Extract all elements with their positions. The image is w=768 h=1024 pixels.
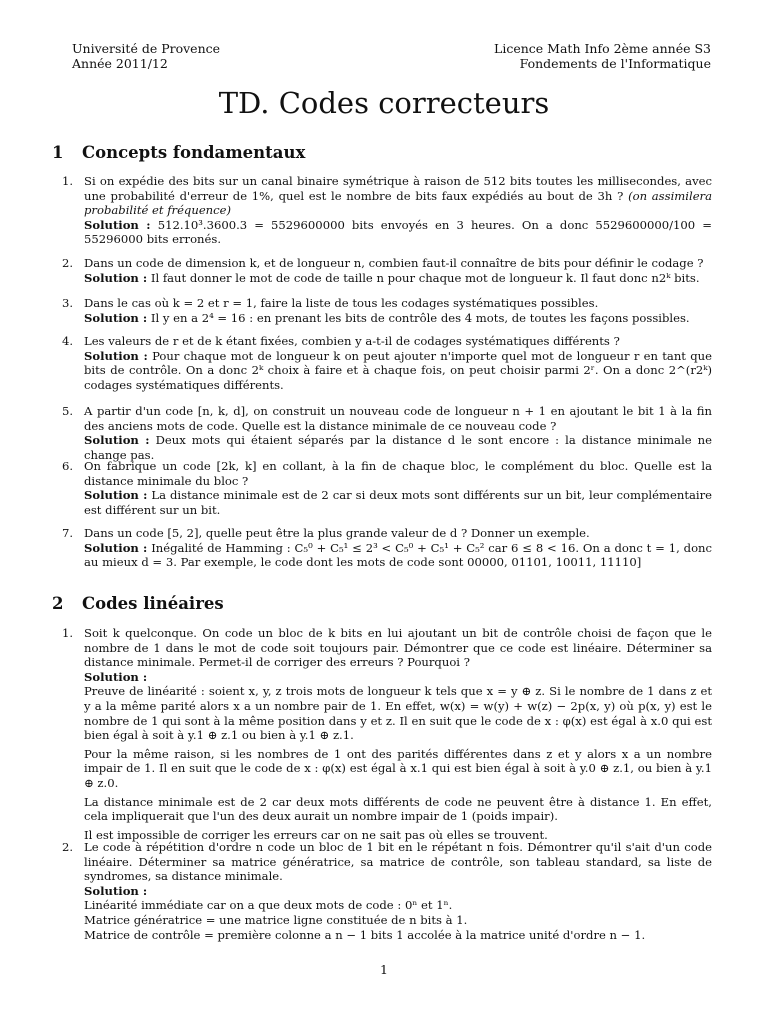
section-title: Codes linéaires — [82, 594, 224, 613]
question-text: Dans le cas où k = 2 et r = 1, faire la liste de tous les codages systématiques possibles. — [84, 296, 599, 310]
exercise-1-3 — [62, 296, 712, 325]
solution-linearity: Linéarité immédiate car on a que deux mots de code : 0ⁿ et 1ⁿ. — [84, 898, 453, 913]
section-1-heading — [52, 143, 305, 162]
solution-text: Inégalité de Hamming : C₅⁰ + C₅¹ ≤ 2³ < C₅⁰ + C₅¹ + C₅² car 6 ≤ 8 < 16. On a donc t = 1, donc au mieux d = 3. Par exemple, le code dont les mots de code sont 00000, 01101, 10011, 11110] — [84, 540, 713, 570]
question-text: A partir d'un code [n, k, d], on construit un nouveau code de longueur n + 1 en ajoutant le bit 1 à la fin des anciens mots de code. Quelle est la distance minimale de ce nouveau code ? — [84, 404, 712, 433]
header-left — [72, 42, 220, 71]
section-2-heading — [52, 594, 224, 613]
section-number: 2 — [52, 594, 64, 613]
solution-label: Solution : — [84, 433, 150, 448]
exercise-1-4 — [62, 334, 712, 392]
question-text: On fabrique un code [2k, k] en collant, à la fin de chaque bloc, le complément du bloc. Quelle est la distance minimale du bloc ? — [84, 459, 712, 488]
question-note: (on assimilera probabilité et fréquence) — [84, 188, 713, 218]
solution-label: Solution : — [84, 310, 148, 325]
university-name: Université de Provence — [72, 41, 221, 56]
exercise-1-7 — [62, 526, 712, 570]
minimum-distance: La distance minimale est de 2 car deux mots différents de code ne peuvent être à distance 1. En effet, cela impliquerait que l'un des deux aurait un nombre impair de 1 (poids impair). — [84, 794, 712, 824]
exercise-1-2 — [62, 256, 712, 285]
solution-label: Solution : — [84, 488, 148, 503]
solution-control-matrix: Matrice de contrôle = première colonne a n − 1 bits 1 accolée à la matrice unité d'ordre n − 1. — [84, 927, 646, 942]
item-number: 3. — [62, 296, 74, 310]
question-text: Le code à répétition d'ordre n code un bloc de 1 bit en le répétant n fois. Démontrer qu'il s'ait d'un code linéaire. Déterminer sa matrice génératrice, sa matrice de contrôle, son tableau standard, sa liste de syndromes, sa distance minimale. — [84, 840, 712, 884]
solution-label: Solution : — [84, 348, 148, 363]
item-number: 6. — [62, 459, 74, 473]
item-number: 7. — [62, 526, 74, 540]
header-right — [494, 42, 711, 71]
question-text: Les valeurs de r et de k étant fixées, combien y a-t-il de codages systématiques différents ? — [84, 334, 620, 348]
question-text: Dans un code [5, 2], quelle peut être la plus grande valeur de d ? Donner un exemple. — [84, 526, 590, 540]
item-number: 1. — [62, 626, 74, 640]
solution-text: Il faut donner le mot de code de taille n pour chaque mot de longueur k. Il faut donc n2ᵏ bits. — [150, 270, 700, 285]
linearity-proof: Preuve de linéarité : soient x, y, z trois mots de longueur k tels que x = y ⊕ z. Si le nombre de 1 dans z et y a la même parité alors x a un nombre pair de 1. En effet, w(x) = w(y) + w(z) − 2p(x, y) où p(x, y) est le nombre de 1 qui sont à la même position dans y et z. Il en suit que le code de x : φ(x) est égal à x.0 qui est bien égal à soit à y.1 ⊕ z.1 ou bien à y.1 ⊕ z.1. — [84, 684, 712, 743]
exercise-1-6 — [62, 459, 712, 517]
section-number: 1 — [52, 143, 64, 162]
exercise-1-1 — [62, 174, 712, 247]
item-number: 5. — [62, 404, 74, 418]
error-correction: Il est impossible de corriger les erreurs car on ne sait pas où elles se trouvent. — [84, 827, 548, 842]
course-level: Licence Math Info 2ème année S3 — [494, 41, 711, 56]
item-number: 1. — [62, 174, 74, 188]
exercise-2-1 — [62, 626, 712, 842]
section-title: Concepts fondamentaux — [82, 143, 306, 162]
solution-text: 512.10³.3600.3 = 5529600000 bits envoyés en 3 heures. On a donc 5529600000/100 = 55296000 bits erronés. — [84, 217, 712, 247]
solution-text: Il y en a 2⁴ = 16 : en prenant les bits de contrôle des 4 mots, de toutes les façons possibles. — [150, 310, 690, 325]
exercise-1-5 — [62, 404, 712, 462]
page-number: 1 — [380, 962, 388, 977]
question-text: Si on expédie des bits sur un canal binaire symétrique à raison de 512 bits toutes les millisecondes, avec une probabilité d'erreur de 1%, quel est le nombre de bits faux expédiés au bout de 3h ? — [84, 174, 712, 203]
solution-text: Deux mots qui étaient séparés par la distance d le sont encore : la distance minimale ne change pas. — [84, 433, 713, 462]
question-text: Dans un code de dimension k, et de longueur n, combien faut-il connaître de bits pour définir le codage ? — [84, 256, 704, 270]
academic-year: Année 2011/12 — [72, 55, 168, 71]
course-name: Fondements de l'Informatique — [519, 55, 711, 71]
solution-label: Solution : — [84, 217, 151, 232]
solution-label: Solution : — [84, 540, 148, 555]
item-number: 2. — [62, 840, 74, 854]
solution-label: Solution : — [84, 669, 148, 684]
page-title: TD. Codes correcteurs — [218, 86, 550, 120]
solution-label: Solution : — [84, 883, 148, 898]
item-number: 4. — [62, 334, 74, 348]
solution-text: Pour chaque mot de longueur k on peut ajouter n'importe quel mot de longueur r en tant que bits de contrôle. On a donc 2ᵏ choix à faire et à chaque fois, on peut choisir parmi 2ʳ. On a donc 2^(r2ᵏ) codages systématiques différents. — [84, 348, 712, 392]
question-text: Soit k quelconque. On code un bloc de k bits en lui ajoutant un bit de contrôle choisi de façon que le nombre de 1 dans le mot de code soit toujours pair. Démontrer que ce code est linéaire. Déterminer sa distance minimale. Permet-il de corriger des erreurs ? Pourquoi ? — [84, 626, 712, 670]
solution-generator-matrix: Matrice génératrice = une matrice ligne constituée de n bits à 1. — [84, 912, 468, 927]
item-number: 2. — [62, 256, 74, 270]
solution-text: La distance minimale est de 2 car si deux mots sont différents sur un bit, leur complémentaire est différent sur un bit. — [84, 488, 712, 517]
parity-argument: Pour la même raison, si les nombres de 1 ont des parités différentes dans z et y alors x a un nombre impair de 1. Il en suit que le code de x : φ(x) est égal à x.1 qui est bien égal à soit à y.0 ⊕ z.1, ou bien à y.1 ⊕ z.0. — [84, 746, 712, 790]
exercise-2-2 — [62, 840, 712, 942]
solution-label: Solution : — [84, 270, 148, 285]
